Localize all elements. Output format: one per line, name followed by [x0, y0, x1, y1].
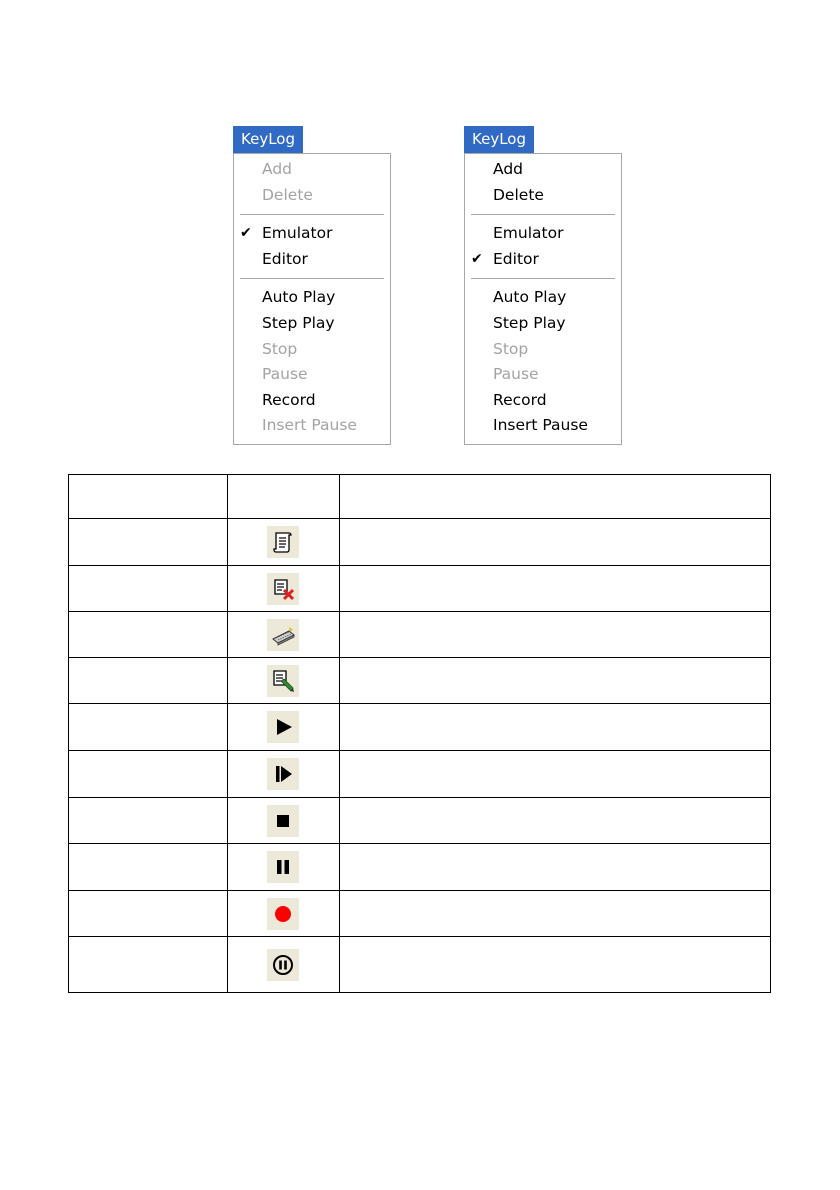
table-row — [69, 566, 771, 612]
menu-item-label: Step Play — [262, 313, 335, 332]
cell-icon — [227, 566, 340, 612]
menu-item-insert-pause[interactable] — [465, 413, 621, 439]
keyboard-emulator-icon — [267, 619, 299, 651]
table-row — [69, 704, 771, 751]
menu-item-label: Insert Pause — [493, 416, 588, 435]
table-header-row — [69, 475, 771, 519]
keylog-menu-right — [464, 126, 588, 435]
menu-item-label: Emulator — [262, 224, 333, 243]
table-row — [69, 891, 771, 937]
cell-description — [340, 751, 771, 798]
cell-name — [69, 798, 228, 844]
cell-icon — [227, 751, 340, 798]
delete-script-icon — [267, 573, 299, 605]
menu-item-label: Emulator — [493, 224, 564, 243]
keylog-menu-left — [233, 126, 357, 435]
menu-item-insert-pause — [234, 413, 390, 439]
menu-item-emulator[interactable] — [465, 221, 621, 247]
cell-name — [69, 612, 228, 658]
stop-icon — [267, 805, 299, 837]
menu-item-record[interactable] — [465, 388, 621, 414]
cell-icon — [227, 937, 340, 993]
keylog-dropdown — [233, 153, 391, 445]
add-script-icon — [267, 526, 299, 558]
menu-item-label: Pause — [493, 365, 539, 384]
pause-icon — [267, 851, 299, 883]
menu-item-editor[interactable] — [465, 247, 621, 273]
table-row — [69, 658, 771, 704]
editor-pencil-icon — [267, 665, 299, 697]
menu-item-label: Auto Play — [493, 288, 567, 307]
menu-item-label: Add — [493, 160, 524, 178]
table-row — [69, 844, 771, 891]
keylog-menu-title[interactable]: KeyLog — [233, 126, 303, 153]
table-row — [69, 937, 771, 993]
cell-description — [340, 612, 771, 658]
checkmark-icon: ✔ — [471, 250, 483, 267]
menu-item-label: Record — [493, 390, 547, 409]
menu-separator — [471, 214, 615, 215]
keylog-menu-title[interactable]: KeyLog — [464, 126, 534, 153]
menu-item-pause — [465, 362, 621, 388]
checkmark-icon: ✔ — [240, 225, 252, 242]
menu-item-add — [234, 157, 390, 183]
menu-item-label: Editor — [262, 249, 308, 268]
toolbar-reference-table — [68, 474, 771, 993]
menu-item-auto-play[interactable] — [234, 285, 390, 311]
table-row — [69, 612, 771, 658]
header-cell-description — [340, 475, 771, 519]
cell-name — [69, 519, 228, 566]
header-cell-icon — [227, 475, 340, 519]
menu-item-delete[interactable] — [465, 183, 621, 209]
menu-item-add[interactable] — [465, 157, 621, 183]
record-icon — [267, 898, 299, 930]
cell-description — [340, 844, 771, 891]
menu-item-label: Insert Pause — [262, 416, 357, 435]
cell-name — [69, 566, 228, 612]
cell-name — [69, 891, 228, 937]
menu-item-editor[interactable] — [234, 247, 390, 273]
table-row — [69, 798, 771, 844]
menu-item-label: Stop — [262, 339, 298, 358]
cell-description — [340, 704, 771, 751]
menu-item-label: Record — [262, 390, 316, 409]
menu-item-label: Delete — [493, 185, 544, 204]
cell-name — [69, 844, 228, 891]
menu-separator — [240, 214, 384, 215]
menu-separator — [240, 278, 384, 279]
menu-item-record[interactable] — [234, 388, 390, 414]
menu-item-label: Editor — [493, 249, 539, 268]
menu-item-step-play[interactable] — [234, 311, 390, 337]
cell-description — [340, 891, 771, 937]
cell-description — [340, 566, 771, 612]
cell-icon — [227, 519, 340, 566]
menu-item-label: Delete — [262, 185, 313, 204]
menu-item-auto-play[interactable] — [465, 285, 621, 311]
menu-item-label: Pause — [262, 365, 308, 384]
menu-item-label: Stop — [493, 339, 529, 358]
cell-name — [69, 937, 228, 993]
play-icon — [267, 711, 299, 743]
cell-description — [340, 798, 771, 844]
menu-item-step-play[interactable] — [465, 311, 621, 337]
cell-icon — [227, 844, 340, 891]
menu-item-stop — [234, 337, 390, 363]
step-play-icon — [267, 758, 299, 790]
cell-icon — [227, 704, 340, 751]
cell-icon — [227, 891, 340, 937]
menu-item-label: Step Play — [493, 313, 566, 332]
menu-item-label: Auto Play — [262, 288, 336, 307]
cell-description — [340, 658, 771, 704]
table-row — [69, 751, 771, 798]
cell-icon — [227, 798, 340, 844]
cell-description — [340, 937, 771, 993]
menu-item-label: Add — [262, 160, 293, 178]
cell-name — [69, 751, 228, 798]
cell-name — [69, 658, 228, 704]
menu-item-pause — [234, 362, 390, 388]
table-row — [69, 519, 771, 566]
cell-icon — [227, 612, 340, 658]
menu-separator — [471, 278, 615, 279]
menu-item-delete — [234, 183, 390, 209]
menu-item-emulator[interactable] — [234, 221, 390, 247]
insert-pause-icon — [267, 949, 299, 981]
cell-description — [340, 519, 771, 566]
keylog-dropdown — [464, 153, 622, 445]
cell-icon — [227, 658, 340, 704]
menu-item-stop — [465, 337, 621, 363]
cell-name — [69, 704, 228, 751]
header-cell-name — [69, 475, 228, 519]
